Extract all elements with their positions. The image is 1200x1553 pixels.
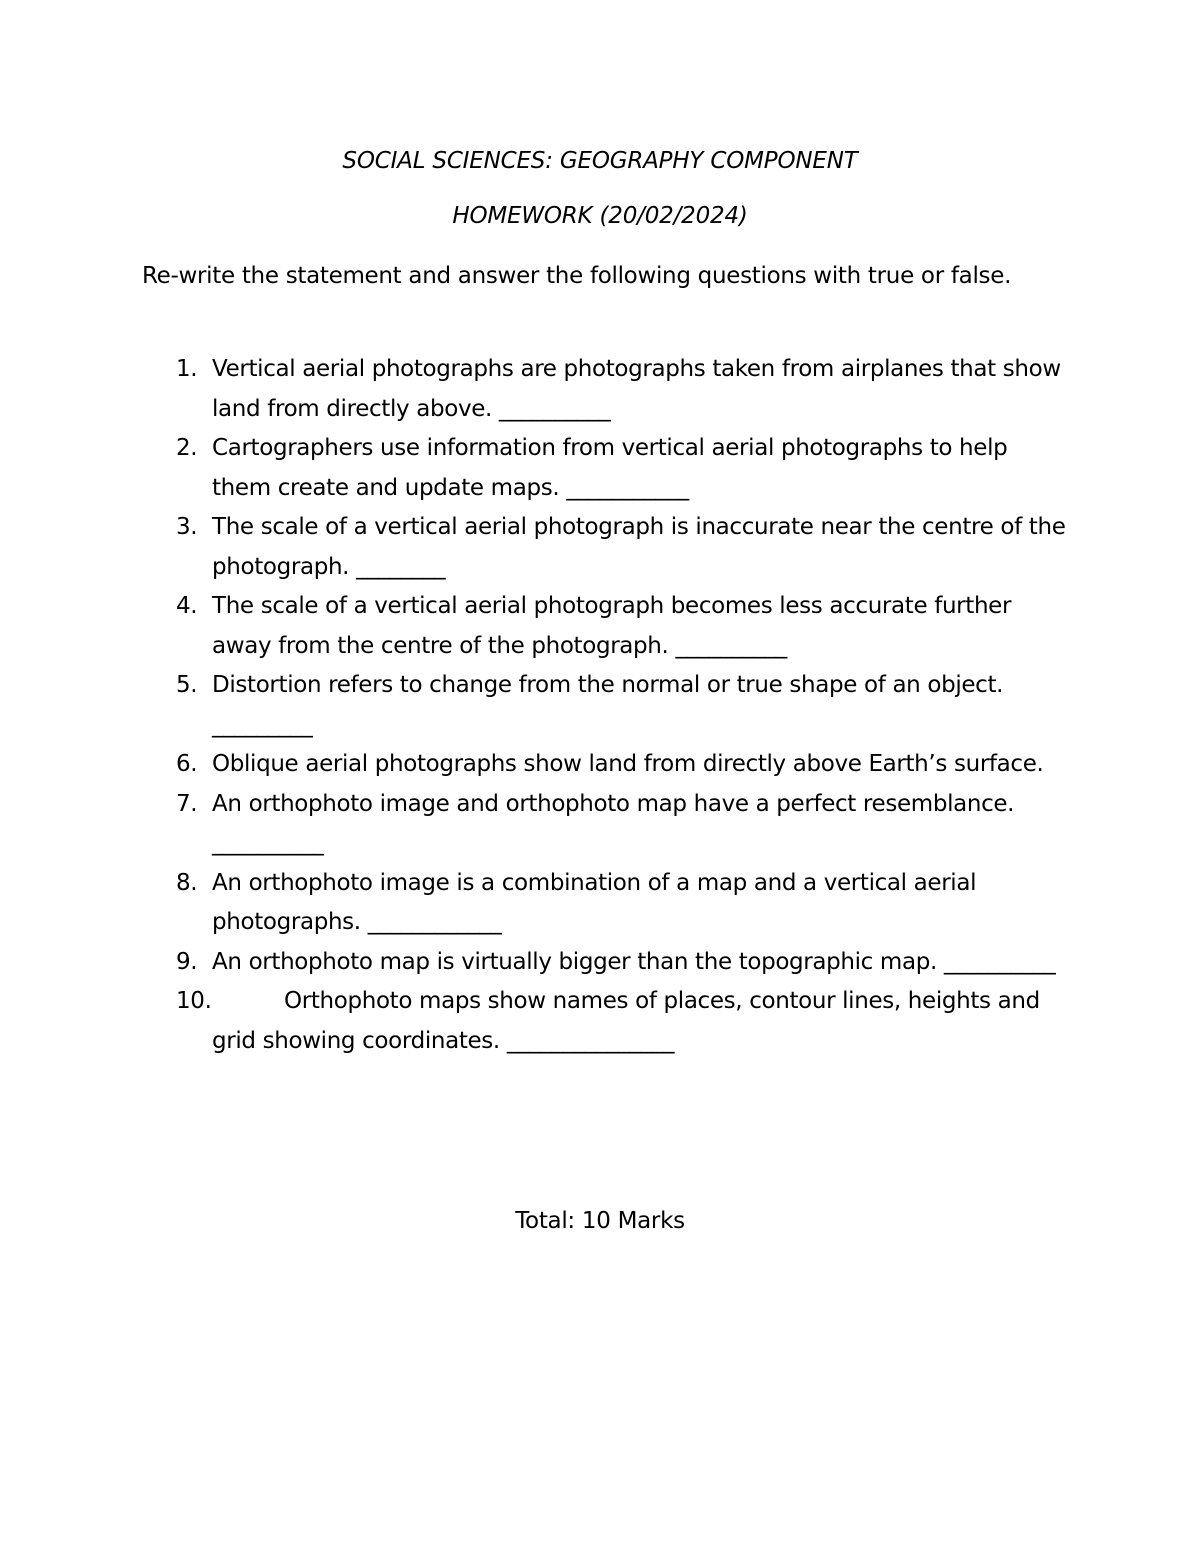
question-item — [0, 943, 1200, 983]
question-text-wrapper — [212, 982, 1067, 1061]
page-title: SOCIAL SCIENCES: GEOGRAPHY COMPONENT — [342, 148, 858, 174]
question-number: 2. — [176, 435, 198, 461]
question-item — [0, 350, 1200, 429]
question-text: The scale of a vertical aerial photograph becomes less accurate further away from the centre of the photograph. __________ — [212, 593, 1012, 659]
question-number: 10. — [176, 988, 212, 1014]
question-item — [0, 785, 1200, 864]
question-text: Vertical aerial photographs are photographs taken from airplanes that show land from directly above. __________ — [212, 356, 1061, 422]
question-text: An orthophoto map is virtually bigger than the topographic map. __________ — [212, 948, 1056, 975]
question-number: 3. — [176, 514, 198, 540]
question-item — [0, 508, 1200, 587]
question-number: 9. — [176, 948, 198, 975]
question-number: 1. — [176, 356, 198, 382]
question-text: The scale of a vertical aerial photograph is inaccurate near the centre of the photograph. ________ — [212, 514, 1066, 580]
question-text: Orthophoto maps show names of places, contour lines, heights and grid showing coordinates. _______________ — [212, 988, 1040, 1054]
instruction-text: Re-write the statement and answer the following questions with true or false. — [142, 263, 1012, 289]
question-number: 6. — [176, 751, 198, 777]
question-item — [0, 666, 1200, 745]
question-text: Distortion refers to change from the normal or true shape of an object. _________ — [212, 672, 1004, 738]
question-item — [0, 864, 1200, 943]
question-number: 5. — [176, 672, 198, 698]
question-item — [0, 587, 1200, 666]
question-item — [0, 429, 1200, 508]
question-number: 4. — [176, 593, 198, 619]
total-marks: Total: 10 Marks — [515, 1208, 685, 1234]
question-list — [0, 350, 1200, 1061]
question-item — [0, 982, 1200, 1061]
question-number: 8. — [176, 869, 198, 896]
question-text: An orthophoto image is a combination of a map and a vertical aerial photographs. ____________ — [212, 869, 977, 935]
question-text: Oblique aerial photographs show land from directly above Earth’s surface. — [212, 751, 1044, 777]
question-text: An orthophoto image and orthophoto map have a perfect resemblance. __________ — [212, 790, 1015, 856]
page-subtitle: HOMEWORK (20/02/2024) — [452, 203, 748, 229]
question-number: 7. — [176, 790, 198, 817]
question-text: Cartographers use information from vertical aerial photographs to help them create and update maps. ___________ — [212, 435, 1008, 501]
question-item — [0, 745, 1200, 785]
